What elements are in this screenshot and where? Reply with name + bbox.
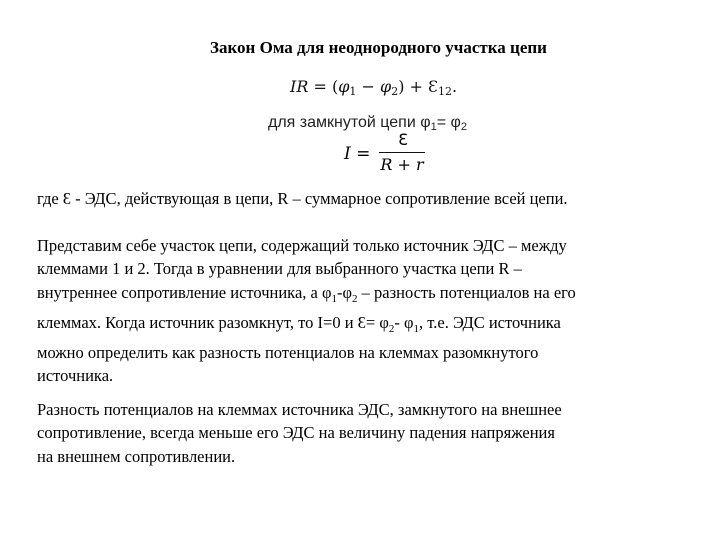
formula-sub-12: 12 <box>437 85 452 98</box>
fraction-bar <box>379 152 425 153</box>
formula-phi-1: φ <box>338 77 350 96</box>
closed-note-sub-1: 1 <box>430 121 437 133</box>
closed-note-text: для замкнутой цепи φ <box>268 114 431 131</box>
page-title: Закон Ома для неоднородного участка цепи <box>210 38 547 57</box>
para3-line-1: Разность потенциалов на клеммах источника ЭДС, замкнутого на внешнее <box>37 400 562 419</box>
para3-line-2: сопротивление, всегда меньше его ЭДС на величину падения напряжения <box>37 423 555 443</box>
paragraph-source-section <box>37 234 717 388</box>
para2-line-4-sub2: 1 <box>413 322 420 335</box>
paragraph-voltage-drop <box>37 398 717 468</box>
para2-line-3-c: – разность потенциалов на его <box>357 282 576 302</box>
para2-line-3-sub2: 2 <box>352 292 358 305</box>
para1-line: где Ɛ - ЭДС, действующая в цепи, R – суммарное сопротивление всей цепи. <box>37 189 568 208</box>
formula-sub-2: 2 <box>391 85 399 98</box>
closed-circuit-note <box>268 113 467 137</box>
para3-line-3: на внешнем сопротивлении. <box>37 446 236 466</box>
para2-line-4-b: - φ <box>394 312 414 332</box>
ohm-law-formula <box>290 77 457 98</box>
closed-note-eq: = φ <box>436 114 461 131</box>
formula-sub-1: 1 <box>349 85 357 98</box>
formula-minus: − <box>356 77 380 96</box>
para2-line-4-sub1: 2 <box>388 322 395 335</box>
formula-phi-2: φ <box>379 77 392 96</box>
paragraph-emf-definition <box>37 187 717 210</box>
closed-formula-lhs: I = <box>344 144 371 164</box>
para2-line-2: клеммами 1 и 2. Тогда в уравнении для выбранного участка цепи R – <box>37 259 522 279</box>
para2-line-3-a: внутреннее сопротивление источника, а φ <box>37 282 332 302</box>
formula-emf: ) + Ɛ <box>398 77 438 96</box>
para2-line-3 <box>37 281 717 311</box>
para2-line-4 <box>37 311 717 341</box>
para2-line-3-b: -φ <box>337 282 353 302</box>
para2-line-4-c: , т.е. ЭДС источника <box>419 312 561 332</box>
formula-eq: = ( <box>313 77 339 96</box>
para2-line-1: Представим себе участок цепи, содержащий только источник ЭДС – между <box>37 236 567 255</box>
para2-line-5: можно определить как разность потенциалов на клеммах разомкнутого <box>37 343 539 363</box>
closed-formula-numerator: Ɛ <box>398 130 408 149</box>
closed-formula-denominator: R + r <box>380 155 424 174</box>
closed-note-sub-2: 2 <box>460 121 468 133</box>
formula-end: . <box>451 77 458 96</box>
para2-line-4-a: клеммах. Когда источник разомкнут, то I=0 и Ɛ= φ <box>37 312 389 332</box>
para2-line-3-sub1: 1 <box>331 292 337 305</box>
para2-line-6: источника. <box>37 366 114 386</box>
formula-lhs: IR <box>290 77 309 96</box>
